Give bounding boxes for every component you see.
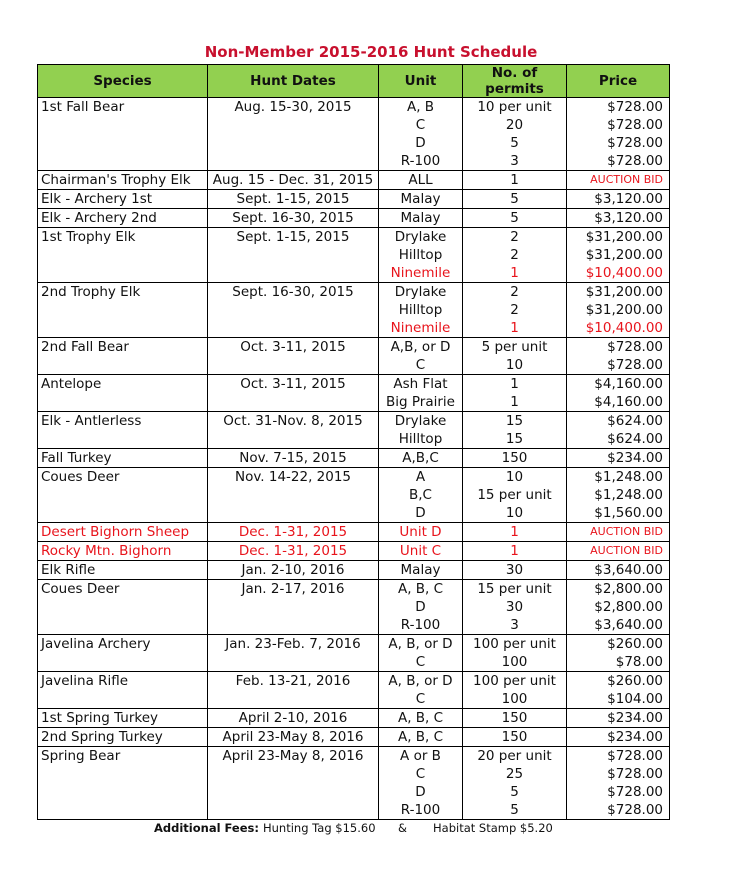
species-cell — [38, 504, 208, 523]
price-cell: AUCTION BID — [567, 523, 670, 542]
hunt-dates-cell — [208, 116, 379, 134]
hunt-dates-cell — [208, 616, 379, 635]
species-cell: Elk - Archery 2nd — [38, 209, 208, 228]
species-cell — [38, 134, 208, 152]
table-row — [38, 801, 670, 820]
unit-cell: C — [379, 690, 463, 709]
species-cell — [38, 319, 208, 338]
table-row — [38, 264, 670, 283]
species-cell: Fall Turkey — [38, 449, 208, 468]
hunting-tag-fee: Hunting Tag $15.60 — [263, 821, 376, 835]
header-price: Price — [567, 65, 670, 98]
hunt-dates-cell: Sept. 1-15, 2015 — [208, 228, 379, 247]
price-cell: $31,200.00 — [567, 301, 670, 319]
permits-cell: 100 per unit — [463, 635, 567, 654]
table-row — [38, 356, 670, 375]
hunt-dates-cell — [208, 246, 379, 264]
table-row — [38, 283, 670, 302]
header-permits: No. of permits — [463, 65, 567, 98]
unit-cell: D — [379, 134, 463, 152]
permits-cell: 3 — [463, 616, 567, 635]
table-row — [38, 747, 670, 766]
price-cell: $728.00 — [567, 98, 670, 117]
price-cell: $260.00 — [567, 635, 670, 654]
hunt-dates-cell: Jan. 23-Feb. 7, 2016 — [208, 635, 379, 654]
species-cell: 1st Trophy Elk — [38, 228, 208, 247]
price-cell: $3,640.00 — [567, 616, 670, 635]
fee-ampersand: & — [398, 821, 407, 835]
unit-cell: Drylake — [379, 228, 463, 247]
species-cell: Desert Bighorn Sheep — [38, 523, 208, 542]
price-cell: $2,800.00 — [567, 580, 670, 599]
species-cell — [38, 152, 208, 171]
unit-cell: Malay — [379, 209, 463, 228]
price-cell: $624.00 — [567, 430, 670, 449]
table-row — [38, 580, 670, 599]
unit-cell: R-100 — [379, 801, 463, 820]
header-hunt-dates: Hunt Dates — [208, 65, 379, 98]
species-cell — [38, 486, 208, 504]
species-cell: 2nd Fall Bear — [38, 338, 208, 357]
table-row — [38, 319, 670, 338]
species-cell — [38, 301, 208, 319]
species-cell: 2nd Spring Turkey — [38, 728, 208, 747]
price-cell: $728.00 — [567, 783, 670, 801]
unit-cell: C — [379, 653, 463, 672]
habitat-stamp-fee: Habitat Stamp $5.20 — [433, 821, 553, 835]
price-cell: $728.00 — [567, 356, 670, 375]
unit-cell: Unit D — [379, 523, 463, 542]
hunt-dates-cell — [208, 598, 379, 616]
hunt-dates-cell — [208, 393, 379, 412]
table-row — [38, 228, 670, 247]
hunt-dates-cell: Aug. 15-30, 2015 — [208, 98, 379, 117]
hunt-dates-cell: Nov. 14-22, 2015 — [208, 468, 379, 487]
price-cell: $3,120.00 — [567, 209, 670, 228]
permits-cell: 5 — [463, 801, 567, 820]
species-cell — [38, 430, 208, 449]
price-cell: $234.00 — [567, 709, 670, 728]
species-cell — [38, 616, 208, 635]
permits-cell: 5 per unit — [463, 338, 567, 357]
price-cell: $10,400.00 — [567, 319, 670, 338]
hunt-dates-cell: Jan. 2-17, 2016 — [208, 580, 379, 599]
permits-cell: 2 — [463, 246, 567, 264]
unit-cell: A, B, C — [379, 580, 463, 599]
price-cell: $10,400.00 — [567, 264, 670, 283]
hunt-dates-cell — [208, 356, 379, 375]
permits-cell: 30 — [463, 598, 567, 616]
permits-cell: 15 per unit — [463, 486, 567, 504]
permits-cell: 150 — [463, 709, 567, 728]
permits-cell: 1 — [463, 319, 567, 338]
permits-cell: 150 — [463, 449, 567, 468]
unit-cell: A or B — [379, 747, 463, 766]
price-cell: $728.00 — [567, 765, 670, 783]
table-row — [38, 393, 670, 412]
unit-cell: Ninemile — [379, 319, 463, 338]
table-row — [38, 468, 670, 487]
header-unit: Unit — [379, 65, 463, 98]
species-cell — [38, 356, 208, 375]
hunt-dates-cell — [208, 486, 379, 504]
species-cell — [38, 801, 208, 820]
hunt-dates-cell — [208, 504, 379, 523]
species-cell: Antelope — [38, 375, 208, 394]
price-cell: $31,200.00 — [567, 283, 670, 302]
hunt-dates-cell: Dec. 1-31, 2015 — [208, 542, 379, 561]
price-cell: $234.00 — [567, 449, 670, 468]
species-cell: 1st Fall Bear — [38, 98, 208, 117]
species-cell — [38, 690, 208, 709]
permits-cell: 10 — [463, 356, 567, 375]
permits-cell: 2 — [463, 283, 567, 302]
price-cell: $728.00 — [567, 116, 670, 134]
species-cell — [38, 116, 208, 134]
hunt-dates-cell: April 23-May 8, 2016 — [208, 728, 379, 747]
table-row — [38, 616, 670, 635]
table-row — [38, 598, 670, 616]
price-cell: $4,160.00 — [567, 393, 670, 412]
hunt-schedule-table — [37, 64, 670, 820]
price-cell: $31,200.00 — [567, 228, 670, 247]
species-cell: Coues Deer — [38, 580, 208, 599]
unit-cell: A,B,C — [379, 449, 463, 468]
species-cell: 2nd Trophy Elk — [38, 283, 208, 302]
unit-cell: A, B, or D — [379, 672, 463, 691]
unit-cell: A,B, or D — [379, 338, 463, 357]
permits-cell: 5 — [463, 134, 567, 152]
table-row — [38, 246, 670, 264]
price-cell: $624.00 — [567, 412, 670, 431]
table-row — [38, 430, 670, 449]
permits-cell: 10 — [463, 504, 567, 523]
hunt-dates-cell — [208, 152, 379, 171]
permits-cell: 15 per unit — [463, 580, 567, 599]
table-row — [38, 504, 670, 523]
permits-cell: 1 — [463, 393, 567, 412]
species-cell — [38, 598, 208, 616]
permits-cell: 25 — [463, 765, 567, 783]
price-cell: $728.00 — [567, 134, 670, 152]
price-cell: AUCTION BID — [567, 542, 670, 561]
price-cell: $234.00 — [567, 728, 670, 747]
hunt-dates-cell: April 23-May 8, 2016 — [208, 747, 379, 766]
unit-cell: A, B, C — [379, 709, 463, 728]
hunt-dates-cell: Oct. 3-11, 2015 — [208, 375, 379, 394]
price-cell: $78.00 — [567, 653, 670, 672]
permits-cell: 10 per unit — [463, 98, 567, 117]
table-row — [38, 523, 670, 542]
table-row — [38, 301, 670, 319]
hunt-dates-cell: Dec. 1-31, 2015 — [208, 523, 379, 542]
permits-cell: 5 — [463, 209, 567, 228]
unit-cell: Drylake — [379, 283, 463, 302]
permits-cell: 3 — [463, 152, 567, 171]
hunt-dates-cell — [208, 430, 379, 449]
permits-cell: 150 — [463, 728, 567, 747]
unit-cell: Hilltop — [379, 246, 463, 264]
hunt-dates-cell — [208, 264, 379, 283]
species-cell — [38, 264, 208, 283]
price-cell: $4,160.00 — [567, 375, 670, 394]
table-row — [38, 765, 670, 783]
permits-cell: 10 — [463, 468, 567, 487]
unit-cell: Malay — [379, 561, 463, 580]
unit-cell: B,C — [379, 486, 463, 504]
unit-cell: Ash Flat — [379, 375, 463, 394]
hunt-dates-cell: Sept. 16-30, 2015 — [208, 283, 379, 302]
price-cell: $104.00 — [567, 690, 670, 709]
table-row — [38, 690, 670, 709]
price-cell: $31,200.00 — [567, 246, 670, 264]
permits-cell: 15 — [463, 430, 567, 449]
price-cell: $3,120.00 — [567, 190, 670, 209]
unit-cell: Hilltop — [379, 430, 463, 449]
unit-cell: D — [379, 504, 463, 523]
permits-cell: 15 — [463, 412, 567, 431]
table-header-row — [38, 65, 670, 98]
hunt-dates-cell — [208, 765, 379, 783]
header-species: Species — [38, 65, 208, 98]
table-row — [38, 190, 670, 209]
price-cell: $2,800.00 — [567, 598, 670, 616]
table-row — [38, 728, 670, 747]
price-cell: $1,248.00 — [567, 468, 670, 487]
species-cell — [38, 653, 208, 672]
permits-cell: 1 — [463, 523, 567, 542]
hunt-dates-cell — [208, 653, 379, 672]
table-row — [38, 635, 670, 654]
price-cell: $260.00 — [567, 672, 670, 691]
unit-cell: ALL — [379, 171, 463, 190]
unit-cell: Big Prairie — [379, 393, 463, 412]
species-cell: Elk - Archery 1st — [38, 190, 208, 209]
hunt-dates-cell: Nov. 7-15, 2015 — [208, 449, 379, 468]
table-row — [38, 542, 670, 561]
species-cell: Coues Deer — [38, 468, 208, 487]
table-row — [38, 653, 670, 672]
permits-cell: 20 — [463, 116, 567, 134]
permits-cell: 5 — [463, 190, 567, 209]
hunt-dates-cell: Jan. 2-10, 2016 — [208, 561, 379, 580]
price-cell: $1,560.00 — [567, 504, 670, 523]
unit-cell: Ninemile — [379, 264, 463, 283]
species-cell: Elk - Antlerless — [38, 412, 208, 431]
table-row — [38, 152, 670, 171]
hunt-dates-cell — [208, 801, 379, 820]
hunt-dates-cell — [208, 301, 379, 319]
species-cell: 1st Spring Turkey — [38, 709, 208, 728]
hunt-dates-cell — [208, 783, 379, 801]
table-row — [38, 449, 670, 468]
additional-fees-label: Additional Fees: — [154, 821, 259, 835]
table-row — [38, 171, 670, 190]
species-cell: Spring Bear — [38, 747, 208, 766]
unit-cell: D — [379, 598, 463, 616]
price-cell: $728.00 — [567, 801, 670, 820]
table-row — [38, 116, 670, 134]
table-row — [38, 209, 670, 228]
species-cell — [38, 393, 208, 412]
unit-cell: Malay — [379, 190, 463, 209]
unit-cell: C — [379, 356, 463, 375]
price-cell: $3,640.00 — [567, 561, 670, 580]
page-title: Non-Member 2015-2016 Hunt Schedule — [204, 43, 538, 61]
species-cell — [38, 765, 208, 783]
hunt-dates-cell — [208, 134, 379, 152]
permits-cell: 1 — [463, 375, 567, 394]
table-row — [38, 375, 670, 394]
hunt-dates-cell: Sept. 1-15, 2015 — [208, 190, 379, 209]
unit-cell: Hilltop — [379, 301, 463, 319]
hunt-dates-cell: April 2-10, 2016 — [208, 709, 379, 728]
table-row — [38, 486, 670, 504]
unit-cell: Unit C — [379, 542, 463, 561]
permits-cell: 100 per unit — [463, 672, 567, 691]
hunt-dates-cell: Aug. 15 - Dec. 31, 2015 — [208, 171, 379, 190]
unit-cell: R-100 — [379, 616, 463, 635]
species-cell: Rocky Mtn. Bighorn — [38, 542, 208, 561]
species-cell — [38, 783, 208, 801]
permits-cell: 20 per unit — [463, 747, 567, 766]
table-row — [38, 709, 670, 728]
unit-cell: R-100 — [379, 152, 463, 171]
permits-cell: 2 — [463, 228, 567, 247]
species-cell — [38, 246, 208, 264]
permits-cell: 1 — [463, 264, 567, 283]
permits-cell: 2 — [463, 301, 567, 319]
price-cell: $728.00 — [567, 152, 670, 171]
species-cell: Javelina Rifle — [38, 672, 208, 691]
permits-cell: 1 — [463, 542, 567, 561]
unit-cell: A, B — [379, 98, 463, 117]
species-cell: Javelina Archery — [38, 635, 208, 654]
table-row — [38, 561, 670, 580]
unit-cell: Drylake — [379, 412, 463, 431]
hunt-dates-cell: Oct. 3-11, 2015 — [208, 338, 379, 357]
table-row — [38, 783, 670, 801]
permits-cell: 5 — [463, 783, 567, 801]
table-row — [38, 412, 670, 431]
hunt-dates-cell: Sept. 16-30, 2015 — [208, 209, 379, 228]
unit-cell: A, B, C — [379, 728, 463, 747]
hunt-dates-cell: Feb. 13-21, 2016 — [208, 672, 379, 691]
permits-cell: 100 — [463, 653, 567, 672]
price-cell: $728.00 — [567, 747, 670, 766]
price-cell: $728.00 — [567, 338, 670, 357]
permits-cell: 30 — [463, 561, 567, 580]
table-row — [38, 338, 670, 357]
hunt-dates-cell: Oct. 31-Nov. 8, 2015 — [208, 412, 379, 431]
species-cell: Elk Rifle — [38, 561, 208, 580]
price-cell: AUCTION BID — [567, 171, 670, 190]
unit-cell: C — [379, 116, 463, 134]
table-row — [38, 134, 670, 152]
hunt-dates-cell — [208, 319, 379, 338]
unit-cell: D — [379, 783, 463, 801]
table-row — [38, 98, 670, 117]
permits-cell: 100 — [463, 690, 567, 709]
unit-cell: C — [379, 765, 463, 783]
table-row — [38, 672, 670, 691]
unit-cell: A, B, or D — [379, 635, 463, 654]
price-cell: $1,248.00 — [567, 486, 670, 504]
permits-cell: 1 — [463, 171, 567, 190]
hunt-dates-cell — [208, 690, 379, 709]
species-cell: Chairman's Trophy Elk — [38, 171, 208, 190]
unit-cell: A — [379, 468, 463, 487]
